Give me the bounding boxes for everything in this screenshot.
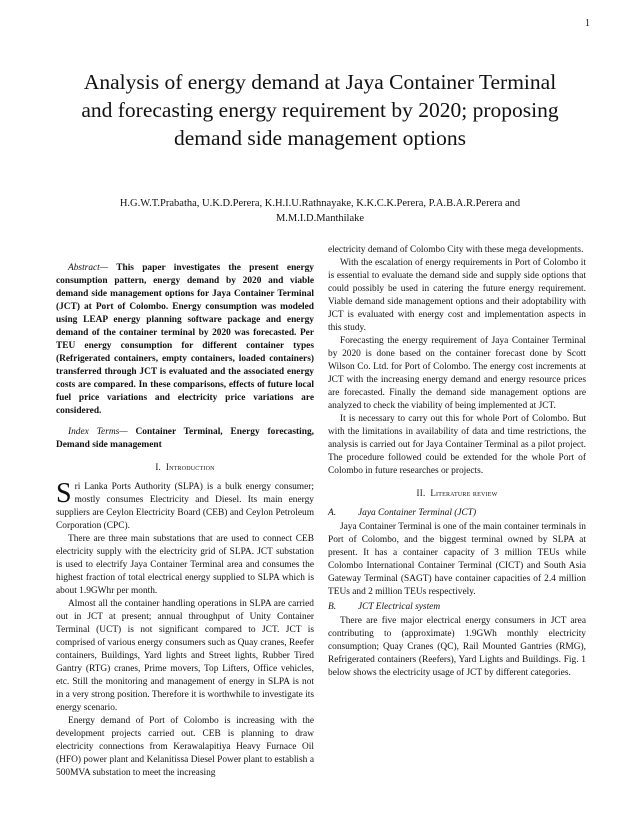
section-heading-literature-review: II. Literature review [416,488,498,498]
page-number: 1 [585,18,590,29]
abstract [56,262,314,418]
intro-paragraph-2: There are three main substations that are used to connect CEB electricity supply with the electricity grid of SLPA. JCT substation is used to electrify Jaya Container Terminal area and consumes the highest fraction of total electrical energy supplied to SLPA which is about 1.9GWhr per month. [56,534,314,596]
section-heading-introduction: I. Introduction [155,462,215,472]
subsection-heading-a: A. Jaya Container Terminal (JCT) [328,508,477,518]
paper-title: Analysis of energy demand at Jaya Container Terminal and forecasting energy requirement by 2020; proposing demand side management options [81,70,559,150]
subsection-b-text: There are five major electrical energy consumers in JCT area contributing to (approximate) 1.9GWh monthly electricity consumption; Quay Cranes (QC), Rail Mounted Gantries (RMG), Refrigerated containers (Reefers), Yard Lights and Buildings. Fig. 1 below shows the electricity usage of JCT by different categories. [328,616,586,678]
drop-cap: S [56,478,72,509]
index-terms-lead: Index Terms— [68,427,128,437]
abstract-lead: Abstract— [68,263,109,273]
intro-paragraph-3: Almost all the container handling operations in SLPA are carried out in JCT at present; annual throughput of Unity Container Terminal (UCT) is not significant compared to JCT. JCT is comprised of various energy consumers such as Quay cranes, Reefer containers, Buildings, Yard lights and Street lights, Rubber Tired Gantry (RTG) cranes, Prime movers, Top Lifters, Office vehicles, etc. Still the monitoring and management of energy in SLPA is not in a very strong position. Therefore it is worthwhile to investigate its energy scenario. [56,599,314,713]
author-list: H.G.W.T.Prabatha, U.K.D.Perera, K.H.I.U.Rathnayake, K.K.C.K.Perera, P.A.B.A.R.Perera and M.M.I.D.Manthilake [119,198,521,224]
right-column [328,244,586,680]
subsection-heading-b: B. JCT Electrical system [328,602,441,612]
intro-paragraph-4: Energy demand of Port of Colombo is increasing with the development projects carried out. CEB is planning to draw electricity connections from Kerawalapitiya Heavy Furnace Oil (HFO) power plant and Kelanitissa Diesel Power plant to establish a 500MVA substation to meet the increasing [56,716,314,778]
intro-paragraph-4-continued: electricity demand of Colombo City with these mega developments. [328,245,584,255]
index-terms [56,426,314,452]
index-terms-text: Container Terminal, Energy forecasting, Demand side management [56,427,314,450]
intro-paragraph-5: With the escalation of energy requirements in Port of Colombo it is essential to evaluate the demand side and supply side options that could possibly be used in catering the future energy requirement. Viable demand side management options and their adoptability with JCT is evaluated with energy cost and implementation aspects in this study. [328,258,586,333]
abstract-text: This paper investigates the present energy consumption pattern, energy demand by 2020 and viable demand side management options for Jaya Container Terminal (JCT) at Port of Colombo. Energy consumption was modeled using LEAP energy planning software package and energy demand of the container terminal by 2020 was forecasted. Per TEU energy consumption for different container types (Refrigerated containers, empty containers, loaded containers) transferred through JCT is evaluated and the associated energy costs are compared. In these comparisons, effects of future local fuel price variations and electricity price variations are considered. [56,263,314,416]
left-column [56,262,314,780]
intro-paragraph-1: Sri Lanka Ports Authority (SLPA) is a bulk energy consumer; mostly consumes Electricity and Diesel. Its main energy suppliers are Ceylon Electricity Board (CEB) and Ceylon Petroleum Corporation (CPC). [56,478,314,531]
intro-paragraph-7: It is necessary to carry out this for whole Port of Colombo. But with the limitations in availability of data and time restrictions, the analysis is carried out for Jaya Container Terminal as a pilot project. The procedure followed could be extended for the whole Port of Colombo in future researches or projects. [328,414,586,476]
intro-paragraph-6: Forecasting the energy requirement of Jaya Container Terminal by 2020 is done based on the container forecast done by Scott Wilson Co. Ltd. for Port of Colombo. The energy cost increments at JCT with the increasing energy demand and energy resource prices are forecasted. Finally the demand side management options are analyzed to check the viability of being implemented at JCT. [328,336,586,411]
subsection-a-text: Jaya Container Terminal is one of the main container terminals in Port of Colombo, and the biggest terminal owned by SLPA at present. It has a container capacity of 3 million TEUs while Colombo International Container Terminal (CICT) and South Asia Gateway Terminal (SAGT) have container capacities of 2.4 million TEUs and 2 million TEUs respectively. [328,522,586,597]
